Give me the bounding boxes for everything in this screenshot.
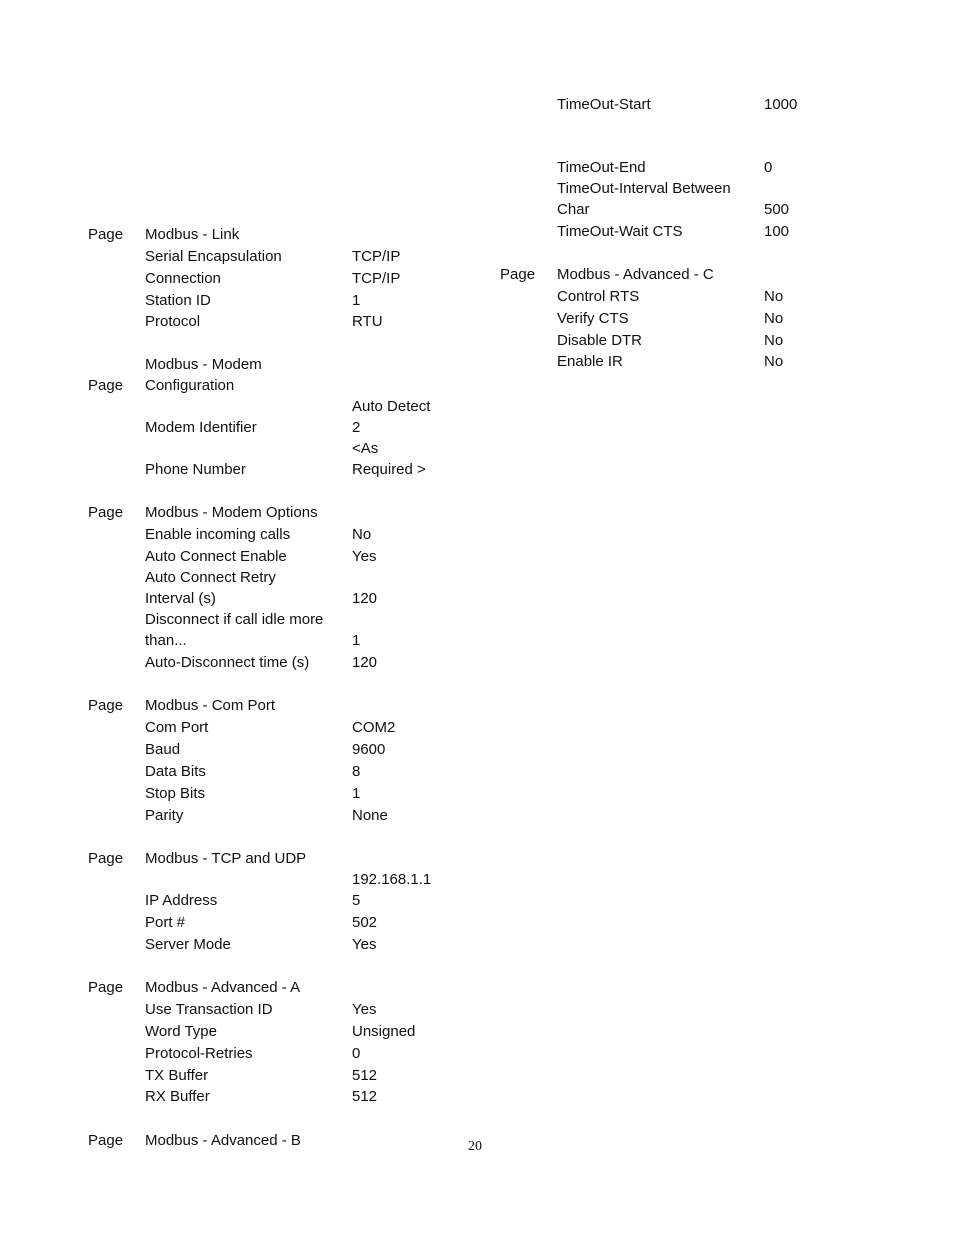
- field-label: Verify CTS: [557, 310, 629, 327]
- field-label: Baud: [145, 741, 181, 758]
- field-label: Phone Number: [145, 461, 246, 478]
- field-label: Use Transaction ID: [145, 1001, 273, 1018]
- field-value: 120: [352, 654, 378, 671]
- field-value: 500: [764, 201, 790, 218]
- field-label: Enable incoming calls: [145, 526, 291, 543]
- section-title-modem-config-cont: Configuration: [145, 377, 235, 394]
- field-label: Connection: [145, 270, 221, 287]
- field-label: TimeOut-Interval Between: [557, 180, 731, 197]
- field-value: TCP/IP: [352, 270, 401, 287]
- field-label: Auto Connect Retry: [145, 569, 276, 586]
- field-value: 2: [352, 419, 361, 436]
- section-title-com-port: Modbus - Com Port: [145, 697, 276, 714]
- field-value: 5: [352, 892, 361, 909]
- field-value: 0: [352, 1045, 361, 1062]
- field-value: <As: [352, 440, 379, 457]
- field-label: Serial Encapsulation: [145, 248, 282, 265]
- section-title-modem-options: Modbus - Modem Options: [145, 504, 318, 521]
- section-title-modem-config: Modbus - Modem: [145, 356, 262, 373]
- field-label: Auto Connect Enable: [145, 548, 287, 565]
- field-label: TimeOut-End: [557, 159, 646, 176]
- section-title-advanced-c: Modbus - Advanced - C: [557, 266, 714, 283]
- field-label: TimeOut-Wait CTS: [557, 223, 683, 240]
- field-label: than...: [145, 632, 187, 649]
- field-label: Data Bits: [145, 763, 206, 780]
- section-title-link: Modbus - Link: [145, 226, 240, 243]
- field-value: No: [352, 526, 372, 543]
- field-value: RTU: [352, 313, 383, 330]
- field-value: 8: [352, 763, 361, 780]
- field-label: Disconnect if call idle more: [145, 611, 324, 628]
- page-label: Page: [88, 850, 124, 867]
- field-value: None: [352, 807, 388, 824]
- field-value: Yes: [352, 548, 377, 565]
- page-label: Page: [500, 266, 536, 283]
- field-label: Protocol-Retries: [145, 1045, 253, 1062]
- field-value: 512: [352, 1088, 378, 1105]
- section-title-tcp-udp: Modbus - TCP and UDP: [145, 850, 307, 867]
- field-value: TCP/IP: [352, 248, 401, 265]
- section-title-advanced-a: Modbus - Advanced - A: [145, 979, 301, 996]
- field-label: Enable IR: [557, 353, 623, 370]
- field-value: No: [764, 353, 784, 370]
- field-label: TX Buffer: [145, 1067, 209, 1084]
- field-value: 1000: [764, 96, 798, 113]
- section-title-advanced-b: Modbus - Advanced - B: [145, 1132, 301, 1149]
- page-label: Page: [88, 226, 124, 243]
- field-label: Char: [557, 201, 590, 218]
- page-label: Page: [88, 979, 124, 996]
- field-value: 0: [764, 159, 773, 176]
- field-value: 1: [352, 785, 361, 802]
- field-value: Auto Detect: [352, 398, 431, 415]
- field-label: Station ID: [145, 292, 211, 309]
- page-number: 20: [468, 1139, 482, 1154]
- field-value: 512: [352, 1067, 378, 1084]
- field-label: Stop Bits: [145, 785, 206, 802]
- field-value: No: [764, 332, 784, 349]
- field-value: No: [764, 288, 784, 305]
- field-value: Yes: [352, 1001, 377, 1018]
- field-label: Auto-Disconnect time (s): [145, 654, 310, 671]
- field-label: Interval (s): [145, 590, 216, 607]
- field-value: 1: [352, 632, 361, 649]
- field-value: 9600: [352, 741, 386, 758]
- field-value: Required >: [352, 461, 426, 478]
- field-label: Disable DTR: [557, 332, 643, 349]
- field-label: IP Address: [145, 892, 218, 909]
- field-value: 502: [352, 914, 378, 931]
- field-value: 100: [764, 223, 790, 240]
- page-label: Page: [88, 377, 124, 394]
- field-label: RX Buffer: [145, 1088, 210, 1105]
- field-label: Parity: [145, 807, 184, 824]
- field-label: Port #: [145, 914, 186, 931]
- field-value: 192.168.1.1: [352, 871, 432, 888]
- field-value: Unsigned: [352, 1023, 416, 1040]
- field-label: Server Mode: [145, 936, 231, 953]
- field-value: No: [764, 310, 784, 327]
- field-label: Modem Identifier: [145, 419, 257, 436]
- field-label: Protocol: [145, 313, 201, 330]
- field-value: 120: [352, 590, 378, 607]
- field-label: TimeOut-Start: [557, 96, 651, 113]
- field-label: Word Type: [145, 1023, 217, 1040]
- field-label: Com Port: [145, 719, 209, 736]
- page-label: Page: [88, 504, 124, 521]
- page-label: Page: [88, 697, 124, 714]
- field-value: COM2: [352, 719, 396, 736]
- field-value: 1: [352, 292, 361, 309]
- field-label: Control RTS: [557, 288, 640, 305]
- field-value: Yes: [352, 936, 377, 953]
- page-label: Page: [88, 1132, 124, 1149]
